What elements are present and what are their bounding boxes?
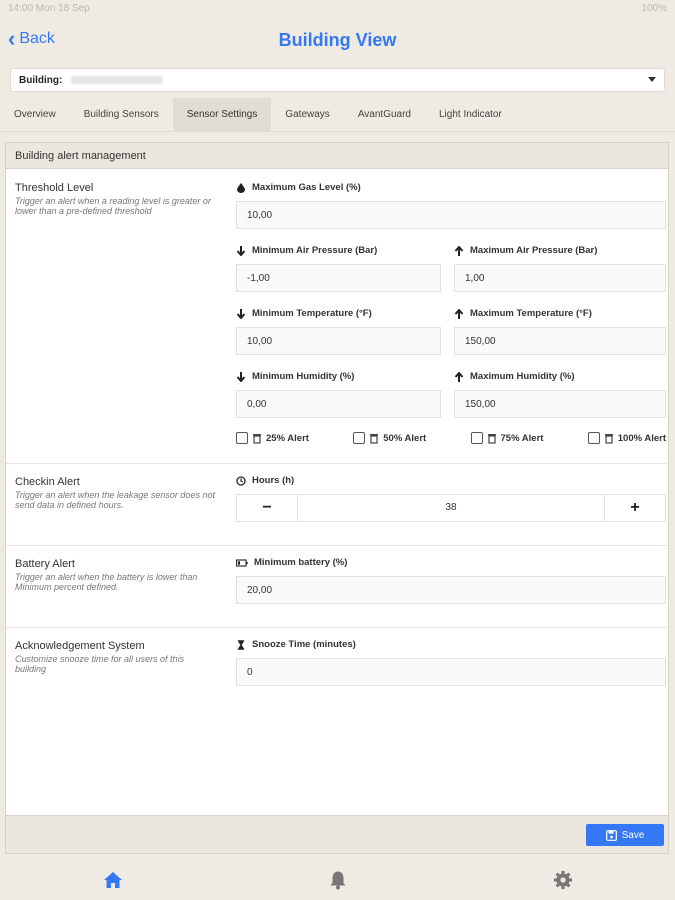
trash-icon xyxy=(252,433,262,444)
snooze-time-label: Snooze Time (minutes) xyxy=(236,639,356,650)
hourglass-icon xyxy=(236,640,246,650)
min-humidity-label: Minimum Humidity (%) xyxy=(236,371,354,382)
battery-desc: Trigger an alert when the battery is lower than Minimum percent defined. xyxy=(15,572,198,592)
building-select-label: Building: xyxy=(19,75,63,86)
status-bar xyxy=(0,0,675,18)
max-humidity-label: Maximum Humidity (%) xyxy=(454,371,575,382)
trash-icon xyxy=(487,433,497,444)
home-tab[interactable] xyxy=(0,860,225,900)
battery-section xyxy=(6,546,670,628)
max-pressure-label: Maximum Air Pressure (Bar) xyxy=(454,245,597,256)
battery-icon xyxy=(236,558,248,568)
checkin-section xyxy=(6,464,670,546)
clock-icon xyxy=(236,476,246,486)
tab-bar xyxy=(0,98,675,132)
battery-status: 100% xyxy=(641,3,667,14)
alert-25-checkbox[interactable]: 25% Alert xyxy=(236,432,309,444)
min-temperature-input[interactable] xyxy=(236,327,441,355)
max-temperature-input[interactable] xyxy=(454,327,666,355)
tab-gateways[interactable]: Gateways xyxy=(285,109,330,120)
back-label: Back xyxy=(19,30,55,47)
hours-label: Hours (h) xyxy=(236,475,294,486)
min-battery-input[interactable] xyxy=(236,576,666,604)
floppy-disk-icon xyxy=(606,830,617,841)
snooze-time-input[interactable] xyxy=(236,658,666,686)
hours-decrement-button[interactable]: − xyxy=(262,499,272,516)
acknowledgement-section xyxy=(6,628,670,710)
checkin-title: Checkin Alert xyxy=(15,476,80,488)
trash-icon xyxy=(604,433,614,444)
notifications-tab[interactable] xyxy=(225,860,450,900)
home-icon xyxy=(103,871,123,889)
tab-building-sensors[interactable]: Building Sensors xyxy=(83,109,159,120)
building-select[interactable] xyxy=(10,68,665,92)
arrow-up-icon xyxy=(454,372,464,382)
bell-icon xyxy=(329,870,347,890)
threshold-section xyxy=(6,170,670,464)
threshold-title: Threshold Level xyxy=(15,182,94,194)
arrow-down-icon xyxy=(236,372,246,382)
alert-checkboxes xyxy=(236,432,666,444)
alert-50-checkbox[interactable]: 50% Alert xyxy=(353,432,426,444)
arrow-down-icon xyxy=(236,309,246,319)
tab-overview[interactable]: Overview xyxy=(14,109,56,120)
battery-title: Battery Alert xyxy=(15,558,75,570)
acknowledgement-desc: Customize snooze time for all users of this building xyxy=(15,654,185,674)
page-title: Building View xyxy=(278,30,397,50)
min-temperature-label: Minimum Temperature (°F) xyxy=(236,308,372,319)
drop-icon xyxy=(236,183,246,193)
alert-75-checkbox[interactable]: 75% Alert xyxy=(471,432,544,444)
tab-light-indicator[interactable]: Light Indicator xyxy=(439,109,502,120)
arrow-up-icon xyxy=(454,246,464,256)
arrow-down-icon xyxy=(236,246,246,256)
chevron-left-icon: ‹ xyxy=(8,26,16,51)
building-name-redacted xyxy=(71,76,163,84)
tab-avantguard[interactable]: AvantGuard xyxy=(357,109,411,120)
card-footer xyxy=(6,815,668,853)
tab-sensor-settings[interactable]: Sensor Settings xyxy=(173,98,272,131)
max-humidity-input[interactable] xyxy=(454,390,666,418)
gas-level-input[interactable] xyxy=(236,201,666,229)
trash-icon xyxy=(369,433,379,444)
max-pressure-input[interactable] xyxy=(454,264,666,292)
bottom-tab-bar xyxy=(0,860,675,900)
min-pressure-input[interactable] xyxy=(236,264,441,292)
save-button[interactable]: Save xyxy=(586,824,664,846)
acknowledgement-title: Acknowledgement System xyxy=(15,640,145,652)
gas-level-label: Maximum Gas Level (%) xyxy=(236,182,361,193)
hours-value[interactable]: 38 xyxy=(297,495,605,521)
status-time: 14:00 Mon 18 Sep xyxy=(8,3,90,14)
hours-stepper xyxy=(236,494,666,522)
arrow-up-icon xyxy=(454,309,464,319)
min-humidity-input[interactable] xyxy=(236,390,441,418)
max-temperature-label: Maximum Temperature (°F) xyxy=(454,308,592,319)
min-battery-label: Minimum battery (%) xyxy=(236,557,347,568)
min-pressure-label: Minimum Air Pressure (Bar) xyxy=(236,245,377,256)
gear-icon xyxy=(553,870,573,890)
caret-down-icon xyxy=(648,77,656,82)
hours-increment-button[interactable]: + xyxy=(630,499,640,516)
settings-tab[interactable] xyxy=(450,860,675,900)
alert-management-card xyxy=(5,142,669,854)
checkin-desc: Trigger an alert when the leakage sensor does not send data in defined hours. xyxy=(15,490,215,510)
alert-100-checkbox[interactable]: 100% Alert xyxy=(588,432,666,444)
navigation-bar xyxy=(0,20,675,62)
threshold-desc: Trigger an alert when a reading level is greater or lower than a pre-defined threshold xyxy=(15,196,211,216)
card-header: Building alert management xyxy=(6,143,668,169)
